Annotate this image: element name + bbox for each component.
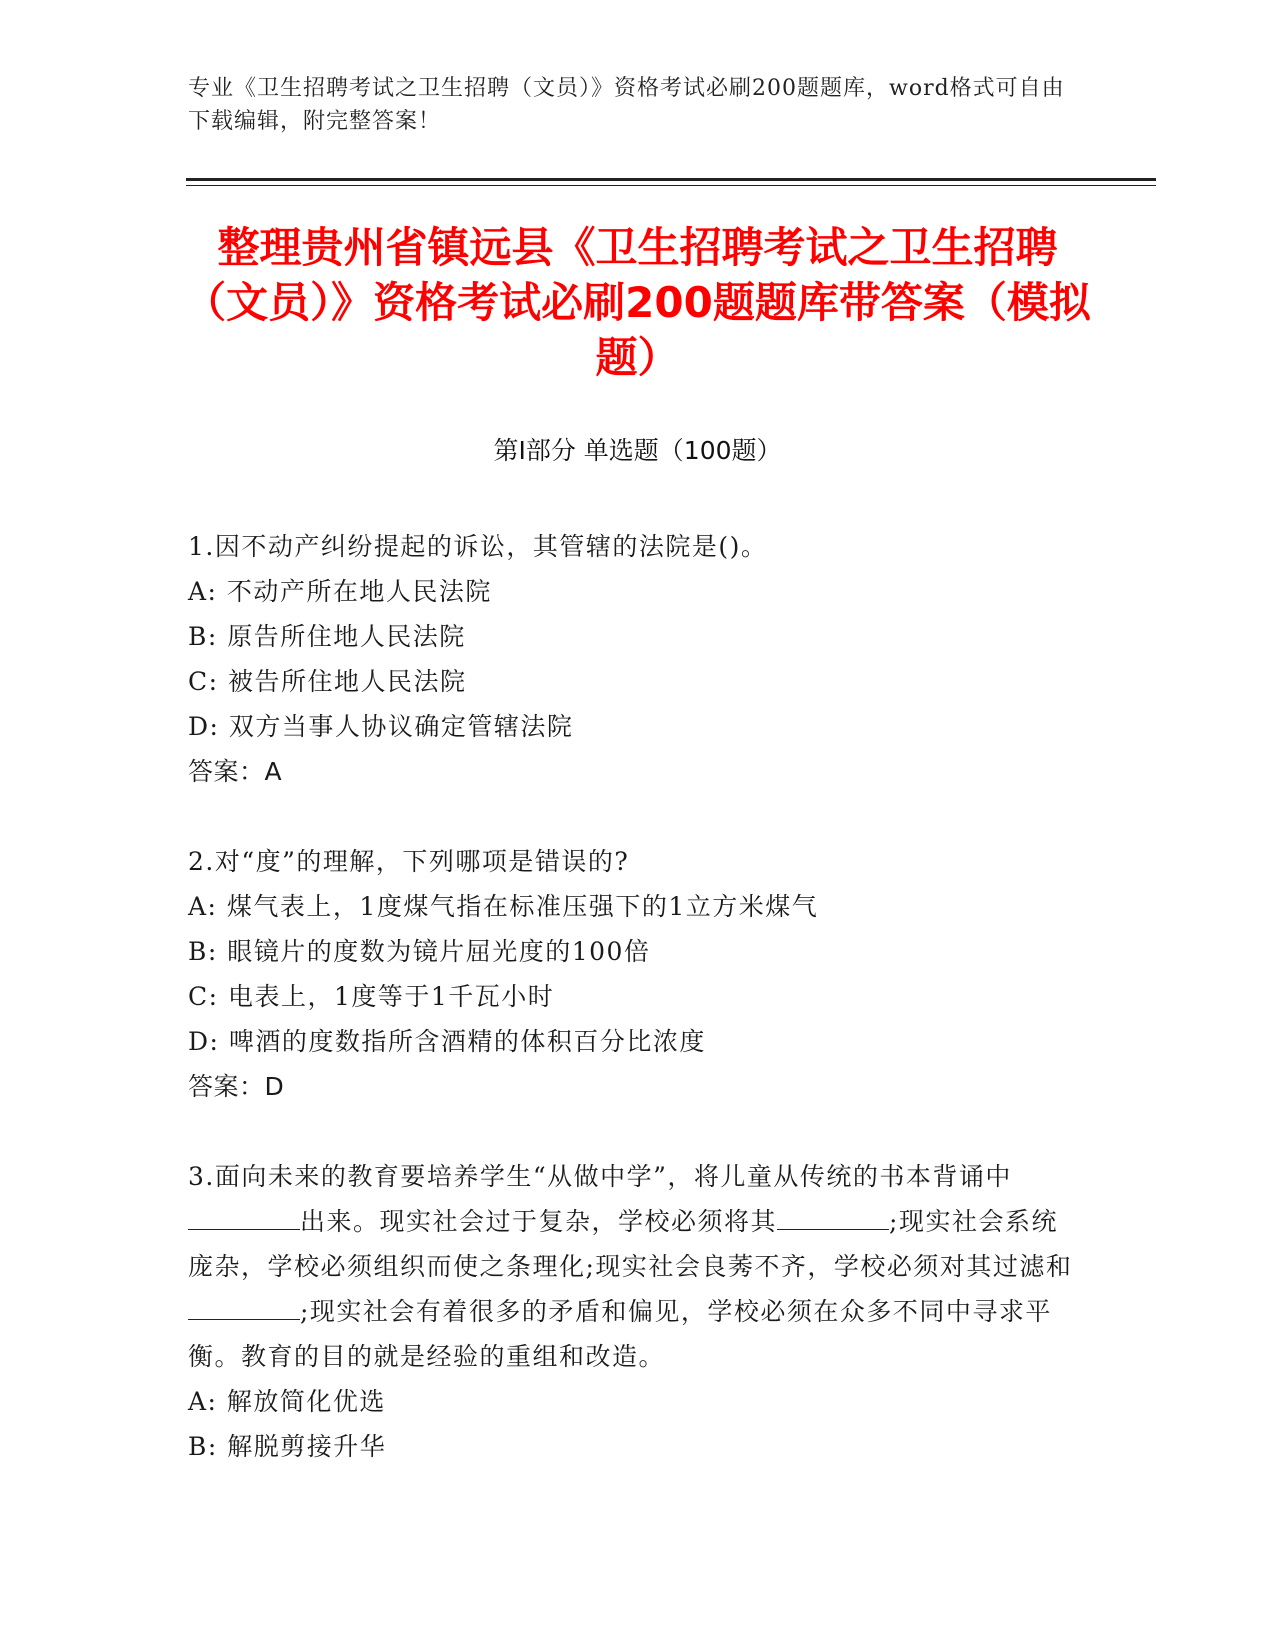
stem-part: 3.面向未来的教育要培养学生“从做中学”，将儿童从传统的书本背诵中: [188, 1162, 1012, 1191]
question-stem: 1.因不动产纠纷提起的诉讼，其管辖的法院是()。: [188, 532, 768, 561]
option-b: B: 原告所住地人民法院: [188, 622, 466, 651]
header-note: 专业《卫生招聘考试之卫生招聘（文员）》资格考试必刷200题题库，word格式可自由下载编辑，附完整答案！: [188, 76, 1065, 134]
option-d: D: 双方当事人协议确定管辖法院: [188, 712, 574, 741]
answer: 答案：A: [188, 757, 283, 786]
fill-blank: [188, 1297, 300, 1320]
stem-part: ;现实社会系统庞杂，学校必须组织而使之条理化;现实社会良莠不齐，学校必须对其过滤和: [188, 1207, 1073, 1281]
question-1: [188, 524, 1078, 794]
fill-blank: [777, 1207, 889, 1230]
option-a: A: 煤气表上，1度煤气指在标准压强下的1立方米煤气: [188, 892, 819, 921]
option-a: A: 解放简化优选: [188, 1387, 386, 1416]
question-3: [188, 1154, 1078, 1469]
question-2: [188, 839, 1078, 1109]
question-stem: 2.对“度”的理解，下列哪项是错误的?: [188, 847, 630, 876]
header-divider-thick: [186, 178, 1156, 181]
option-b: B: 解脱剪接升华: [188, 1432, 387, 1461]
section-title: 第Ⅰ部分 单选题（100题）: [493, 436, 782, 465]
option-a: A: 不动产所在地人民法院: [188, 577, 492, 606]
document-title: 整理贵州省镇远县《卫生招聘考试之卫生招聘（文员）》资格考试必刷200题题库带答案（模拟题）: [184, 223, 1091, 382]
option-c: C: 电表上，1度等于1千瓦小时: [188, 982, 555, 1011]
question-stem: [188, 1154, 1078, 1379]
fill-blank: [188, 1207, 300, 1230]
option-d: D: 啤酒的度数指所含酒精的体积百分比浓度: [188, 1027, 706, 1056]
stem-part: ;现实社会有着很多的矛盾和偏见，学校必须在众多不同中寻求平衡。教育的目的就是经验的重组和改造。: [188, 1297, 1052, 1371]
answer: 答案：D: [188, 1072, 285, 1101]
option-b: B: 眼镜片的度数为镜片屈光度的100倍: [188, 937, 651, 966]
stem-part: 出来。现实社会过于复杂，学校必须将其: [300, 1207, 778, 1236]
header-divider-thin: [186, 185, 1156, 186]
question-list: [188, 524, 1078, 1514]
option-c: C: 被告所住地人民法院: [188, 667, 467, 696]
